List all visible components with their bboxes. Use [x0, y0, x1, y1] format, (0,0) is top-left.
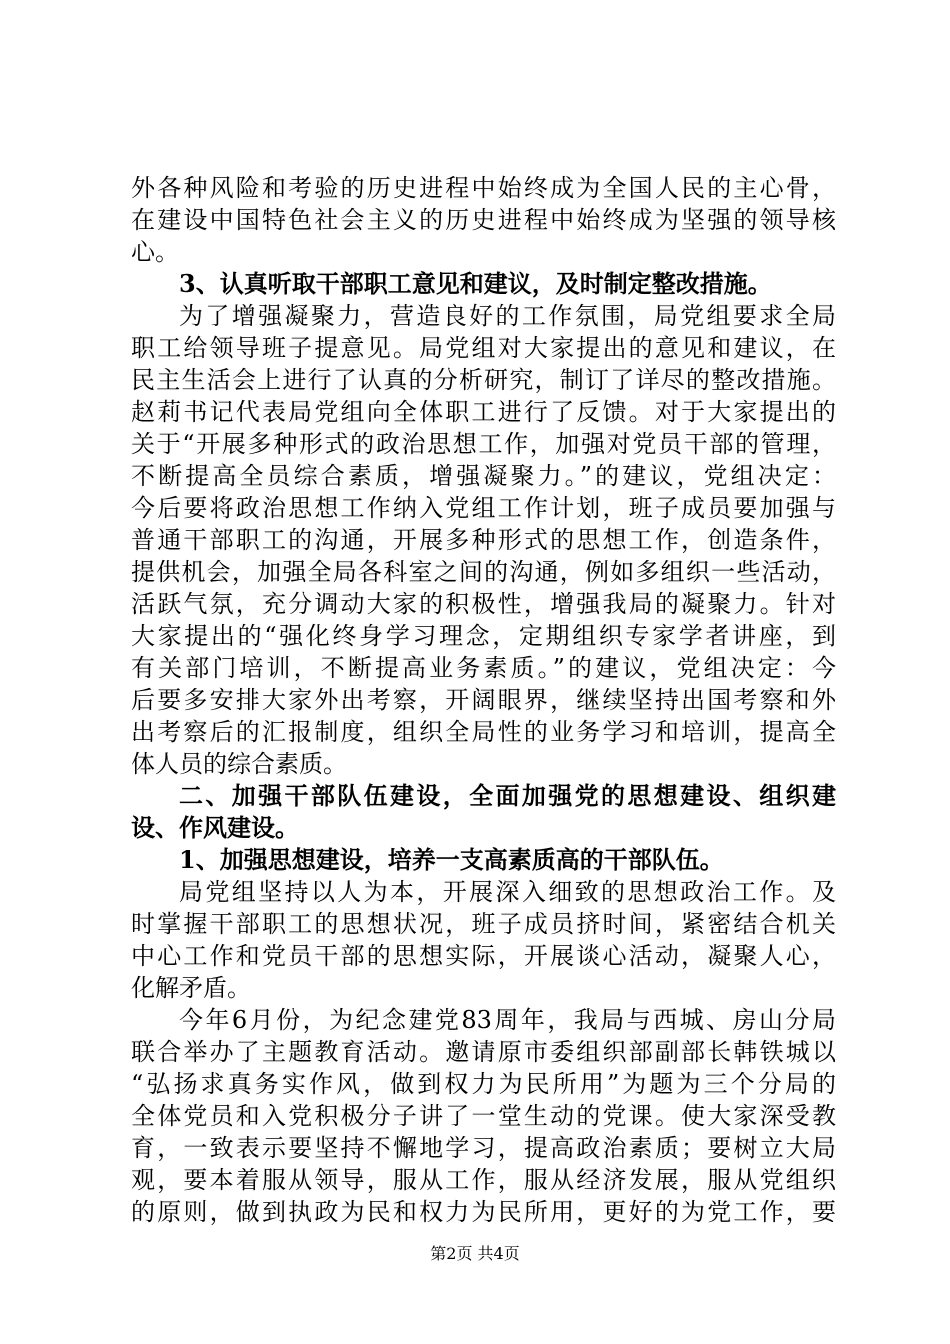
- text-line: 联合举办了主题教育活动。邀请原市委组织部副部长韩铁城以: [131, 1038, 836, 1066]
- text-line: 有关部门培训，不断提高业务素质。”的建议，党组决定：今: [131, 654, 836, 682]
- text-line: 育，一致表示要坚持不懈地学习，提高政治素质；要树立大局: [131, 1134, 836, 1162]
- text-line: 活跃气氛，充分调动大家的积极性，增强我局的凝聚力。针对: [131, 590, 836, 618]
- text-line: 职工给领导班子提意见。局党组对大家提出的意见和建议，在: [131, 334, 836, 362]
- text-line: 体人员的综合素质。: [131, 750, 347, 778]
- text-line: 不断提高全员综合素质，增强凝聚力。”的建议，党组决定：: [131, 462, 836, 490]
- text-line: 中心工作和党员干部的思想实际，开展谈心活动，凝聚人心，: [131, 942, 836, 970]
- text-line: 观，要本着服从领导，服从工作，服从经济发展，服从党组织: [131, 1166, 836, 1194]
- text-line: 提供机会，加强全局各科室之间的沟通，例如多组织一些活动，: [131, 558, 836, 586]
- text-line: 全体党员和入党积极分子讲了一堂生动的党课。使大家深受教: [131, 1102, 836, 1130]
- page-footer: 第2页 共4页: [430, 1244, 520, 1263]
- heading-line: 3、认真听取干部职工意见和建议，及时制定整改措施。: [179, 269, 772, 298]
- text-line: 大家提出的“强化终身学习理念，定期组织专家学者讲座，到: [131, 622, 836, 650]
- text-line: 后要多安排大家外出考察，开阔眼界，继续坚持出国考察和外: [131, 686, 836, 714]
- document-body: [131, 172, 836, 1228]
- text-line: 局党组坚持以人为本，开展深入细致的思想政治工作。及: [179, 878, 836, 906]
- text-line: 心。: [131, 238, 179, 266]
- heading-line: 设、作风建设。: [131, 813, 299, 842]
- text-line: 赵莉书记代表局党组向全体职工进行了反馈。对于大家提出的: [131, 398, 836, 426]
- text-line: 普通干部职工的沟通，开展多种形式的思想工作，创造条件，: [131, 526, 836, 554]
- heading-line: 二、加强干部队伍建设，全面加强党的思想建设、组织建: [179, 781, 836, 810]
- text-line: 时掌握干部职工的思想状况，班子成员挤时间，紧密结合机关: [131, 910, 836, 938]
- heading-line: 1、加强思想建设，培养一支高素质高的干部队伍。: [179, 845, 724, 874]
- text-line: 今后要将政治思想工作纳入党组工作计划，班子成员要加强与: [131, 494, 836, 522]
- text-line: 关于“开展多种形式的政治思想工作，加强对党员干部的管理，: [131, 430, 836, 458]
- text-line: 外各种风险和考验的历史进程中始终成为全国人民的主心骨，: [131, 174, 836, 202]
- text-line: 在建设中国特色社会主义的历史进程中始终成为坚强的领导核: [131, 206, 836, 234]
- text-line: 为了增强凝聚力，营造良好的工作氛围，局党组要求全局: [179, 302, 836, 330]
- text-line: “弘扬求真务实作风，做到权力为民所用”为题为三个分局的: [131, 1070, 836, 1098]
- text-line: 的原则，做到执政为民和权力为民所用，更好的为党工作，要: [131, 1198, 836, 1226]
- text-line: 出考察后的汇报制度，组织全局性的业务学习和培训，提高全: [131, 718, 836, 746]
- text-line: 民主生活会上进行了认真的分析研究，制订了详尽的整改措施。: [131, 366, 836, 394]
- text-line: 化解矛盾。: [131, 974, 251, 1002]
- text-line: 今年6月份，为纪念建党83周年，我局与西城、房山分局: [179, 1006, 836, 1034]
